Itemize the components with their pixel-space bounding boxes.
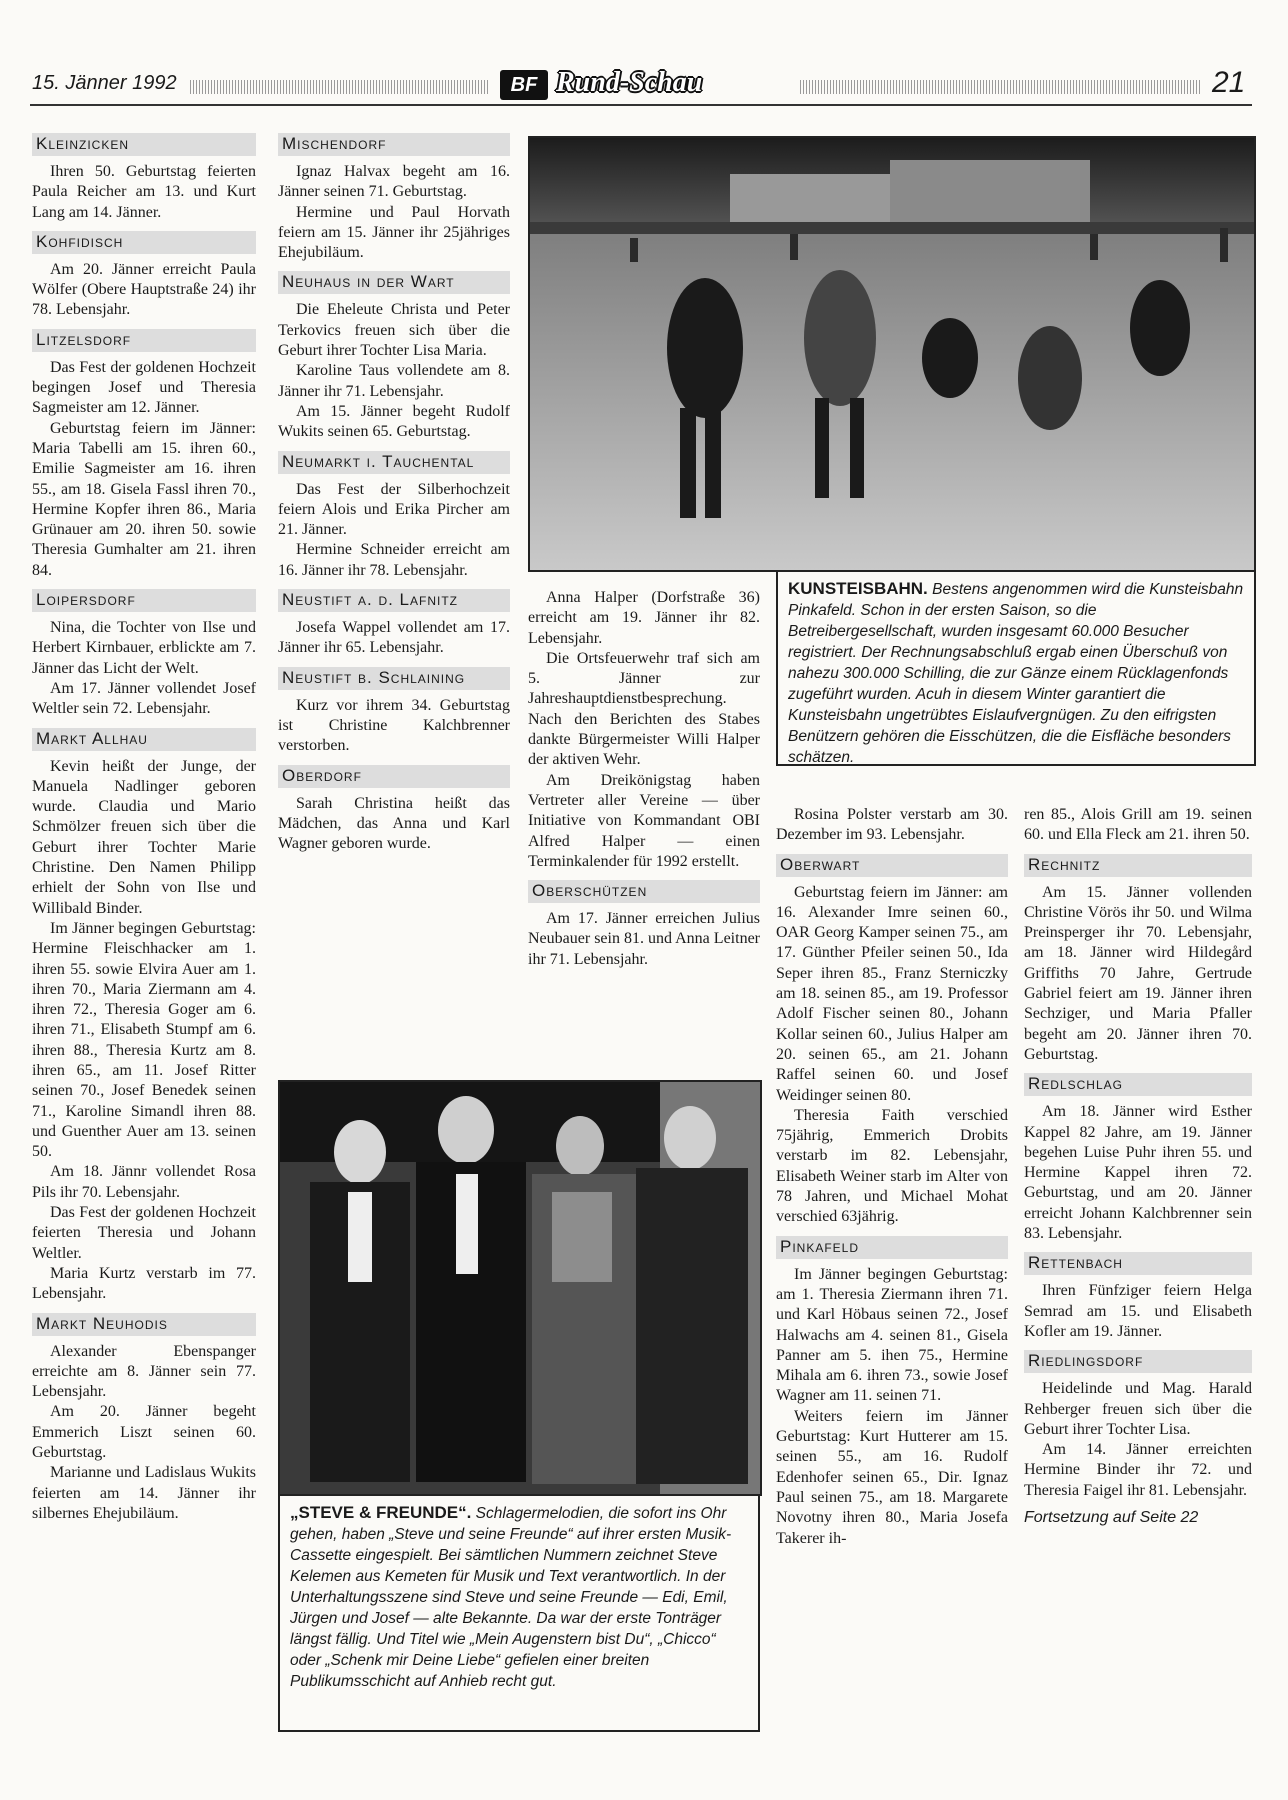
header-rule: [30, 104, 1252, 106]
paragraph: Ignaz Halvax begeht am 16. Jänner seinen 71. Geburtstag.: [278, 163, 510, 201]
column-2: [278, 133, 510, 854]
paragraph: Am 15. Jänner begeht Rudolf Wukits seinen 65. Geburtstag.: [278, 402, 510, 441]
paragraph: Am 18. Jännr vollendet Rosa Pils ihr 70. Lebensjahr.: [32, 1163, 256, 1201]
paragraph: Nina, die Tochter von Ilse und Herbert Kirnbauer, erblickte am 7. Jänner das Licht der Welt.: [32, 619, 256, 677]
paragraph: Maria Kurtz verstarb im 77. Lebensjahr.: [32, 1264, 256, 1303]
paragraph: Ihren 50. Geburtstag feierten Paula Reicher am 13. und Kurt Lang am 14. Jänner.: [32, 163, 256, 221]
section-title: Neumarkt i. Tauchental: [278, 451, 510, 474]
section-title: Pinkafeld: [776, 1236, 1008, 1259]
paragraph: Sarah Christina heißt das Mädchen, das Anna und Karl Wagner geboren wurde.: [278, 794, 510, 853]
band-photo: [278, 1080, 762, 1496]
paragraph: Am 15. Jänner vollenden Christine Vörös ihr 50. und Wilma Preinsperger ihr 70. Lebensjahr, am 18. Jänner wird Hildegård Griffiths 70 Jahre, Gertrude Gabriel feiert am 19. Jänner ihren Sechziger, und Maria Pfaller begeht am 20. Jänner ihren 70. Geburtstag.: [1024, 883, 1252, 1063]
band-caption: [278, 1494, 760, 1732]
paragraph: Josefa Wappel vollendet am 17. Jänner ihr 65. Lebensjahr.: [278, 619, 510, 657]
paragraph: Am 20. Jänner begeht Emmerich Liszt seinen 60. Geburtstag.: [32, 1403, 256, 1462]
paragraph: Hermine und Paul Horvath feiern am 15. Jänner ihr 25jähriges Ehejubiläum.: [278, 203, 510, 262]
section-title: Markt Allhau: [32, 728, 256, 751]
column-4: [776, 805, 1008, 1549]
section-title: Kohfidisch: [32, 231, 256, 254]
paragraph: Kurz vor ihrem 34. Geburtstag ist Christine Kalchbrenner verstorben.: [278, 696, 510, 755]
section-title: Oberschützen: [528, 880, 760, 903]
section-title: Redlschlag: [1024, 1073, 1252, 1096]
paragraph: Alexander Ebenspanger erreichte am 8. Jänner sein 77. Lebensjahr.: [32, 1342, 256, 1401]
column-3: [528, 588, 760, 970]
paragraph: Im Jänner begingen Geburtstag: Hermine Fleischhacker am 1. ihren 55. sowie Elvira Auer am 1. ihren 70., Maria Ziermann am 4. ihren 72., Theresia Goger am 6. ihren 71., Elisabeth Stumpf am 6. ihren 88., Theresia Kurtz am 8. ihren 65., am 11. Josef Ritter seinen 70., Josef Benedek seinen 71., Karoline Simandl ihren 88. und Guenther Auer am 13. seinen 50.: [32, 919, 256, 1161]
paragraph: Das Fest der goldenen Hochzeit begingen Josef und Theresia Sagmeister am 12. Jänner.: [32, 358, 256, 417]
paragraph: Hermine Schneider erreicht am 16. Jänner ihr 78. Lebensjahr.: [278, 541, 510, 579]
paragraph: Theresia Faith verschied 75jährig, Emmerich Drobits verstarb im 82. Lebensjahr, Elisabeth Weiner starb im Alter von 78 Jahren, und Michael Mohat verschied 63jährig.: [776, 1106, 1008, 1226]
header-hatch-right: [800, 80, 1200, 94]
paragraph: Die Eheleute Christa und Peter Terkovics freuen sich über die Geburt ihrer Tochter Lisa Maria.: [278, 301, 510, 360]
caption-head: KUNSTEISBAHN.: [788, 579, 928, 598]
caption-text: Bestens angenommen wird die Kunsteisbahn Pinkafeld. Schon in der ersten Saison, so die Betreibergesellschaft, wurden insgesamt 60.000 Besucher registriert. Der Rechnungsabschluß ergab einen Überschuß von nahezu 300.000 Schilling, die zur Gänze einem Rücklagenfonds zugeführt wurden. Acuh in diesem Winter garantiert die Kunsteisbahn ungetrübtes Eislaufvergnügen. Zu den eifrigsten Benützern gehören die Eisschützen, die die Eisfläche besonders schätzen.: [788, 581, 1244, 766]
paragraph: Das Fest der goldenen Hochzeit feierten Theresia und Johann Weltler.: [32, 1204, 256, 1262]
paragraph: Am Dreikönigstag haben Vertreter aller Vereine — über Initiative von Kommandant OBI Alfred Halper — einen Terminkalender für 1992 erstellt.: [528, 771, 760, 870]
continued-note: Fortsetzung auf Seite 22: [1024, 1509, 1199, 1527]
paragraph: Weiters feiern im Jänner Geburtstag: Kurt Hutterer am 15. seinen 55., am 16. Rudolf Edenhofer seinen 65., Dir. Ignaz Paul seinen 75., am 18. Margarete Novotny ihren 80., Maria Josefa Takerer ih-: [776, 1407, 1008, 1547]
paragraph: Am 17. Jänner vollendet Josef Weltler sein 72. Lebensjahr.: [32, 679, 256, 718]
ice-rink-photo-image: [530, 138, 1254, 570]
paragraph: Am 14. Jänner erreichten Hermine Binder ihr 72. und Theresia Faigel ihr 81. Lebensjahr.: [1024, 1441, 1252, 1499]
ice-rink-caption: [776, 570, 1256, 766]
paragraph: Am 18. Jänner wird Esther Kappel 82 Jahre, am 19. Jänner begehen Luise Puhr ihren 55. und Hermine Kappel ihren 72. Geburtstag, und am 20. Jänner erreicht Johann Kalchbrenner sein 83. Lebensjahr.: [1024, 1103, 1252, 1243]
paragraph: Rosina Polster verstarb am 30. Dezember im 93. Lebensjahr.: [776, 806, 1008, 844]
paragraph: Die Ortsfeuerwehr traf sich am 5. Jänner zur Jahreshauptdienstbesprechung. Nach den Berichten des Stabes dankte Bürgermeister Willi Halper der aktiven Wehr.: [528, 649, 760, 769]
section-title: Markt Neuhodis: [32, 1313, 256, 1336]
paragraph: Ihren Fünfziger feiern Helga Semrad am 15. und Elisabeth Kofler am 19. Jänner.: [1024, 1282, 1252, 1340]
section-title: Neuhaus in der Wart: [278, 271, 510, 294]
section-title: Rechnitz: [1024, 854, 1252, 877]
section-title: Neustift b. Schlaining: [278, 667, 510, 690]
paragraph: Das Fest der Silberhochzeit feiern Alois und Erika Pircher am 21. Jänner.: [278, 480, 510, 539]
section-title: Oberdorf: [278, 765, 510, 788]
section-title: Oberwart: [776, 854, 1008, 877]
caption-head: „STEVE & FREUNDE“.: [290, 1503, 472, 1522]
issue-date: 15. Jänner 1992: [32, 72, 177, 94]
band-photo-image: [280, 1082, 760, 1494]
header-hatch-left: [190, 80, 490, 94]
section-title: Mischendorf: [278, 133, 510, 156]
publication-logo-badge: BF: [500, 70, 548, 100]
paragraph: Im Jänner begingen Geburtstag: am 1. Theresia Ziermann ihren 71. und Karl Höbaus seinen 72., Josef Halwachs am 4. seinen 81., Gisela Panner am 5. ihen 75., Hermine Mihala am 6. ihren 73., sowie Josef Wagner am 11. seinen 71.: [776, 1265, 1008, 1405]
paragraph: Anna Halper (Dorfstraße 36) erreicht am 19. Jänner ihr 82. Lebensjahr.: [528, 589, 760, 647]
column-1: [32, 133, 256, 1524]
column-5: [1024, 805, 1252, 1527]
paragraph: Heidelinde und Mag. Harald Rehberger freuen sich über die Geburt ihrer Tochter Lisa.: [1024, 1380, 1252, 1438]
section-title: Litzelsdorf: [32, 329, 256, 352]
paragraph: Marianne und Ladislaus Wukits feierten am 14. Jänner ihr silbernes Ehejubiläum.: [32, 1464, 256, 1522]
paragraph: Am 17. Jänner erreichen Julius Neubauer sein 81. und Anna Leitner ihr 71. Lebensjahr.: [528, 910, 760, 968]
publication-logo-name: Rund-Schau: [556, 67, 703, 98]
paragraph: Am 20. Jänner erreicht Paula Wölfer (Obere Hauptstraße 24) ihr 78. Lebensjahr.: [32, 260, 256, 319]
paragraph: Karoline Taus vollendete am 8. Jänner ihr 71. Lebensjahr.: [278, 362, 510, 400]
caption-text: Schlagermelodien, die sofort ins Ohr gehen, haben „Steve und seine Freunde“ auf ihrer ersten Musik-Cassette eingespielt. Bei sämtlichen Nummern zeichnet Steve Kelemen aus Kemeten für Musik und Text verantwortlich. In der Unterhaltungsszene sind Steve und seine Freunde — Edi, Emil, Jürgen und Josef — alte Bekannte. Da war der erste Tonträger längst fällig. Und Titel wie „Mein Augenstern bist Du“, „Chicco“ oder „Schenk mir Deine Liebe“ gefielen einer breiten Publikumsschicht auf Anhieb recht gut.: [290, 1505, 732, 1690]
section-title: Kleinzicken: [32, 133, 256, 156]
page-number: 21: [1212, 66, 1246, 99]
section-title: Rettenbach: [1024, 1252, 1252, 1275]
paragraph: Kevin heißt der Junge, der Manuela Nadlinger geboren wurde. Claudia und Mario Schmölzer freuen sich über die Geburt ihrer Tochter Marie Christine. Den Namen Philipp erhielt der Sohn von Ilse und Willibald Binder.: [32, 757, 256, 917]
paragraph: Geburtstag feiern im Jänner: Maria Tabelli am 15. ihren 60., Emilie Sagmeister am 16. ihren 55., am 18. Gisela Fassl ihren 70., Hermine Kopfer ihren 86., Maria Grünauer am 20. ihren 50. sowie Theresia Gumhalter am 21. ihren 84.: [32, 419, 256, 579]
section-title: Neustift a. d. Lafnitz: [278, 589, 510, 612]
paragraph: ren 85., Alois Grill am 19. seinen 60. und Ella Fleck am 21. ihren 50.: [1024, 806, 1252, 844]
section-title: Loipersdorf: [32, 589, 256, 612]
section-title: Riedlingsdorf: [1024, 1350, 1252, 1373]
paragraph: Geburtstag feiern im Jänner: am 16. Alexander Imre seinen 60., OAR Georg Kamper seinen 75., am 17. Günther Pfeiler seinen 50., Ida Seper ihren 85., Franz Sterniczky am 18. seinen 85., am 19. Professor Adolf Fischer seinen 80., Johann Kollar seinen 60., Julius Halper am 20. seinen 65., am 21. Johann Raffel seinen 60. und Josef Weidinger seinen 80.: [776, 883, 1008, 1104]
ice-rink-photo: [528, 136, 1256, 572]
